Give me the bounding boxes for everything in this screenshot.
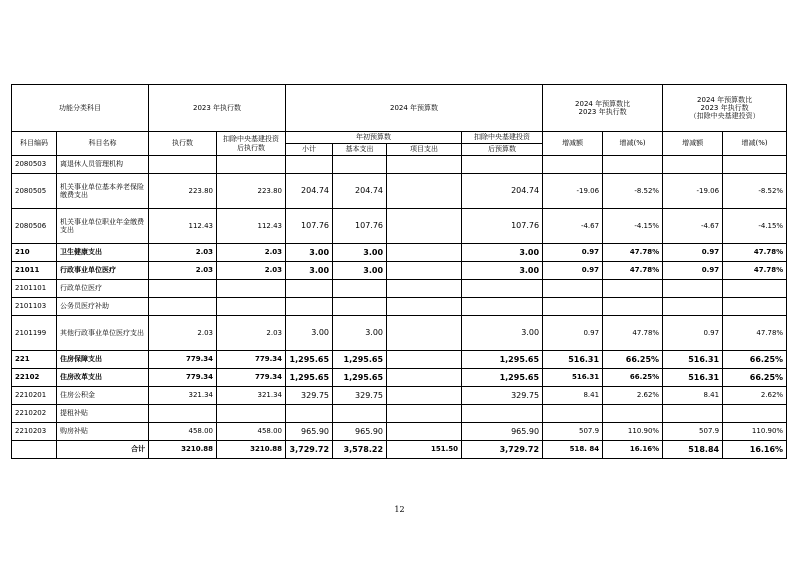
- cell-change-amount-deducted: 0.97: [663, 316, 723, 351]
- cell-subtotal: 965.90: [286, 423, 333, 441]
- header-basic-exp: 基本支出: [333, 144, 387, 156]
- cell-change-pct-deducted: 66.25%: [723, 369, 787, 387]
- cell-budget-after: 1,295.65: [462, 351, 543, 369]
- cell-exec-after: [217, 298, 286, 316]
- cell-exec-after: [217, 156, 286, 174]
- header-project-exp: 项目支出: [387, 144, 462, 156]
- cell-change-amount-deducted: [663, 405, 723, 423]
- cell-name: 离退休人员管理机构: [57, 156, 149, 174]
- header-code: 科目编码: [12, 132, 57, 156]
- cell-project: [387, 423, 462, 441]
- cell-code: 221: [12, 351, 57, 369]
- cell-exec-after: 779.34: [217, 369, 286, 387]
- cell-basic: 329.75: [333, 387, 387, 405]
- cell-basic: 1,295.65: [333, 351, 387, 369]
- cell-change-amount-deducted: 507.9: [663, 423, 723, 441]
- cell-exec-after: 321.34: [217, 387, 286, 405]
- cell-budget-after: [462, 298, 543, 316]
- cell-basic: 1,295.65: [333, 369, 387, 387]
- cell-change-amount: -19.06: [543, 174, 603, 209]
- cell-exec-after: [217, 405, 286, 423]
- cell-basic: 3.00: [333, 316, 387, 351]
- cell-budget-after: 3.00: [462, 316, 543, 351]
- cell-exec: [149, 405, 217, 423]
- cell-code: 21011: [12, 262, 57, 280]
- cell-code: 2210201: [12, 387, 57, 405]
- cell-change-amount: 0.97: [543, 244, 603, 262]
- cell-change-amount: 516.31: [543, 369, 603, 387]
- cell-exec-after: 223.80: [217, 174, 286, 209]
- cell-change-pct: 47.78%: [603, 316, 663, 351]
- cell-name: 住房保障支出: [57, 351, 149, 369]
- cell-exec: 112.43: [149, 209, 217, 244]
- cell-change-pct-deducted: 2.62%: [723, 387, 787, 405]
- header-exec-after-line1: 扣除中央基建投资: [223, 135, 279, 144]
- table-row: [12, 441, 787, 459]
- cell-name: 提租补贴: [57, 405, 149, 423]
- header-exec-after: [217, 132, 286, 156]
- table-row: [12, 280, 787, 298]
- header-change-pct-2: 增减(%): [723, 132, 787, 156]
- table-row: [12, 351, 787, 369]
- cell-exec-after: 2.03: [217, 262, 286, 280]
- cell-change-amount: 507.9: [543, 423, 603, 441]
- table-row: [12, 387, 787, 405]
- cell-change-pct: -8.52%: [603, 174, 663, 209]
- cell-change-amount-deducted: [663, 280, 723, 298]
- cell-basic: 107.76: [333, 209, 387, 244]
- cell-change-amount: -4.67: [543, 209, 603, 244]
- cell-name: 住房改革支出: [57, 369, 149, 387]
- cell-name: 机关事业单位基本养老保险缴费支出: [57, 174, 149, 209]
- cell-project: [387, 298, 462, 316]
- cell-code: 22102: [12, 369, 57, 387]
- cell-basic: 3,578.22: [333, 441, 387, 459]
- cell-project: [387, 387, 462, 405]
- cell-change-pct: 16.16%: [603, 441, 663, 459]
- cell-change-pct-deducted: 16.16%: [723, 441, 787, 459]
- cell-change-pct-deducted: -8.52%: [723, 174, 787, 209]
- header-initial-budget: 年初预算数: [286, 132, 462, 144]
- cell-change-pct: [603, 298, 663, 316]
- header-compare-line2: 2023 年执行数: [578, 108, 627, 116]
- cell-change-amount: [543, 298, 603, 316]
- cell-change-pct-deducted: [723, 280, 787, 298]
- cell-change-amount: 0.97: [543, 262, 603, 280]
- cell-basic: [333, 280, 387, 298]
- cell-budget-after: [462, 156, 543, 174]
- cell-code: 2101103: [12, 298, 57, 316]
- cell-name: 住房公积金: [57, 387, 149, 405]
- cell-exec-after: 458.00: [217, 423, 286, 441]
- cell-exec: 458.00: [149, 423, 217, 441]
- cell-subtotal: [286, 156, 333, 174]
- cell-budget-after: [462, 280, 543, 298]
- cell-change-pct: [603, 156, 663, 174]
- cell-change-pct-deducted: 47.78%: [723, 244, 787, 262]
- table-row: [12, 244, 787, 262]
- cell-name: 行政事业单位医疗: [57, 262, 149, 280]
- cell-change-pct: 66.25%: [603, 369, 663, 387]
- cell-exec-after: [217, 280, 286, 298]
- cell-budget-after: [462, 405, 543, 423]
- cell-name: 卫生健康支出: [57, 244, 149, 262]
- cell-subtotal: 329.75: [286, 387, 333, 405]
- cell-change-amount-deducted: -4.67: [663, 209, 723, 244]
- cell-subtotal: 3.00: [286, 244, 333, 262]
- cell-project: 151.50: [387, 441, 462, 459]
- cell-change-pct-deducted: 47.78%: [723, 316, 787, 351]
- header-compare-line1: 2024 年预算数比: [575, 99, 631, 108]
- cell-name: 公务员医疗补助: [57, 298, 149, 316]
- cell-subtotal: [286, 298, 333, 316]
- cell-budget-after: 3.00: [462, 244, 543, 262]
- cell-name: 合计: [57, 441, 149, 459]
- cell-project: [387, 369, 462, 387]
- cell-code: 2210202: [12, 405, 57, 423]
- cell-change-pct-deducted: [723, 298, 787, 316]
- header-subtotal: 小计: [286, 144, 333, 156]
- cell-exec-after: 2.03: [217, 244, 286, 262]
- table-row: [12, 262, 787, 280]
- cell-subtotal: 107.76: [286, 209, 333, 244]
- cell-basic: 204.74: [333, 174, 387, 209]
- header-change-amount-1: 增减额: [543, 132, 603, 156]
- header-exec-amount: 执行数: [149, 132, 217, 156]
- cell-name: 购房补贴: [57, 423, 149, 441]
- cell-subtotal: 204.74: [286, 174, 333, 209]
- cell-budget-after: 107.76: [462, 209, 543, 244]
- cell-change-pct: 66.25%: [603, 351, 663, 369]
- cell-change-amount: [543, 280, 603, 298]
- cell-budget-after: 3.00: [462, 262, 543, 280]
- cell-basic: 3.00: [333, 262, 387, 280]
- table-row: [12, 316, 787, 351]
- cell-budget-after: 204.74: [462, 174, 543, 209]
- cell-exec: 223.80: [149, 174, 217, 209]
- cell-exec: 779.34: [149, 351, 217, 369]
- cell-project: [387, 262, 462, 280]
- cell-change-amount: 518. 84: [543, 441, 603, 459]
- cell-subtotal: 1,295.65: [286, 351, 333, 369]
- cell-basic: [333, 405, 387, 423]
- cell-name: 其他行政事业单位医疗支出: [57, 316, 149, 351]
- header-exec-2023: 2023 年执行数: [149, 85, 286, 132]
- cell-subtotal: 1,295.65: [286, 369, 333, 387]
- cell-exec: [149, 156, 217, 174]
- cell-change-pct-deducted: [723, 156, 787, 174]
- cell-change-pct: 47.78%: [603, 244, 663, 262]
- cell-name: 机关事业单位职业年金缴费支出: [57, 209, 149, 244]
- cell-change-pct-deducted: [723, 405, 787, 423]
- cell-change-amount-deducted: 0.97: [663, 244, 723, 262]
- cell-change-pct: -4.15%: [603, 209, 663, 244]
- cell-exec: 2.03: [149, 244, 217, 262]
- header-func-class: 功能分类科目: [12, 85, 149, 132]
- cell-change-amount-deducted: 516.31: [663, 369, 723, 387]
- header-name: 科目名称: [57, 132, 149, 156]
- budget-table: [11, 84, 787, 459]
- cell-change-amount-deducted: 0.97: [663, 262, 723, 280]
- header-compare2-line1: 2024 年预算数比: [697, 95, 753, 104]
- cell-subtotal: [286, 405, 333, 423]
- cell-change-pct: 110.90%: [603, 423, 663, 441]
- cell-exec: 3210.88: [149, 441, 217, 459]
- cell-code: 2101101: [12, 280, 57, 298]
- table-row: [12, 174, 787, 209]
- cell-change-pct-deducted: 66.25%: [723, 351, 787, 369]
- cell-code: 2080505: [12, 174, 57, 209]
- header-budget-after-line1: 扣除中央基建投资: [462, 132, 543, 144]
- cell-change-pct: [603, 405, 663, 423]
- cell-project: [387, 244, 462, 262]
- cell-project: [387, 405, 462, 423]
- header-change-pct-1: 增减(%): [603, 132, 663, 156]
- page-number: 12: [394, 505, 405, 514]
- cell-change-amount-deducted: [663, 156, 723, 174]
- cell-code: 2080506: [12, 209, 57, 244]
- cell-change-pct-deducted: -4.15%: [723, 209, 787, 244]
- cell-change-pct: 2.62%: [603, 387, 663, 405]
- cell-budget-after: 3,729.72: [462, 441, 543, 459]
- cell-exec-after: 112.43: [217, 209, 286, 244]
- cell-exec: 2.03: [149, 316, 217, 351]
- cell-change-amount-deducted: -19.06: [663, 174, 723, 209]
- cell-change-amount: [543, 156, 603, 174]
- header-exec-after-line2: 后执行数: [237, 143, 265, 152]
- cell-project: [387, 280, 462, 298]
- table-row: [12, 298, 787, 316]
- cell-exec: [149, 280, 217, 298]
- table-row: [12, 423, 787, 441]
- cell-code: [12, 441, 57, 459]
- table-row: [12, 156, 787, 174]
- cell-project: [387, 209, 462, 244]
- cell-subtotal: 3.00: [286, 262, 333, 280]
- cell-subtotal: [286, 280, 333, 298]
- cell-budget-after: 965.90: [462, 423, 543, 441]
- cell-project: [387, 351, 462, 369]
- cell-code: 2101199: [12, 316, 57, 351]
- cell-change-amount-deducted: 516.31: [663, 351, 723, 369]
- cell-exec: 2.03: [149, 262, 217, 280]
- cell-change-amount-deducted: 518.84: [663, 441, 723, 459]
- cell-subtotal: 3,729.72: [286, 441, 333, 459]
- cell-change-pct-deducted: 47.78%: [723, 262, 787, 280]
- header-budget-after-line2: 后预算数: [462, 144, 543, 156]
- cell-change-amount: 516.31: [543, 351, 603, 369]
- cell-exec-after: 3210.88: [217, 441, 286, 459]
- cell-exec-after: 2.03: [217, 316, 286, 351]
- cell-change-amount-deducted: 8.41: [663, 387, 723, 405]
- cell-code: 210: [12, 244, 57, 262]
- cell-project: [387, 174, 462, 209]
- cell-basic: 965.90: [333, 423, 387, 441]
- header-budget-2024: 2024 年预算数: [286, 85, 543, 132]
- cell-subtotal: 3.00: [286, 316, 333, 351]
- cell-code: 2210203: [12, 423, 57, 441]
- cell-change-amount: 8.41: [543, 387, 603, 405]
- cell-exec: [149, 298, 217, 316]
- table-row: [12, 209, 787, 244]
- table-row: [12, 405, 787, 423]
- cell-budget-after: 329.75: [462, 387, 543, 405]
- header-compare2-line2: 2023 年执行数: [700, 103, 749, 112]
- header-compare-deducted: [663, 85, 787, 132]
- header-compare: [543, 85, 663, 132]
- cell-name: 行政单位医疗: [57, 280, 149, 298]
- cell-basic: [333, 298, 387, 316]
- cell-exec: 779.34: [149, 369, 217, 387]
- cell-basic: [333, 156, 387, 174]
- cell-change-amount: [543, 405, 603, 423]
- cell-exec: 321.34: [149, 387, 217, 405]
- cell-change-amount-deducted: [663, 298, 723, 316]
- cell-project: [387, 156, 462, 174]
- cell-change-pct: 47.78%: [603, 262, 663, 280]
- cell-basic: 3.00: [333, 244, 387, 262]
- cell-change-pct: [603, 280, 663, 298]
- cell-change-pct-deducted: 110.90%: [723, 423, 787, 441]
- cell-code: 2080503: [12, 156, 57, 174]
- table-row: [12, 369, 787, 387]
- header-change-amount-2: 增减额: [663, 132, 723, 156]
- header-compare2-line3: （扣除中央基建投资）: [689, 112, 760, 121]
- cell-project: [387, 316, 462, 351]
- cell-budget-after: 1,295.65: [462, 369, 543, 387]
- cell-change-amount: 0.97: [543, 316, 603, 351]
- cell-exec-after: 779.34: [217, 351, 286, 369]
